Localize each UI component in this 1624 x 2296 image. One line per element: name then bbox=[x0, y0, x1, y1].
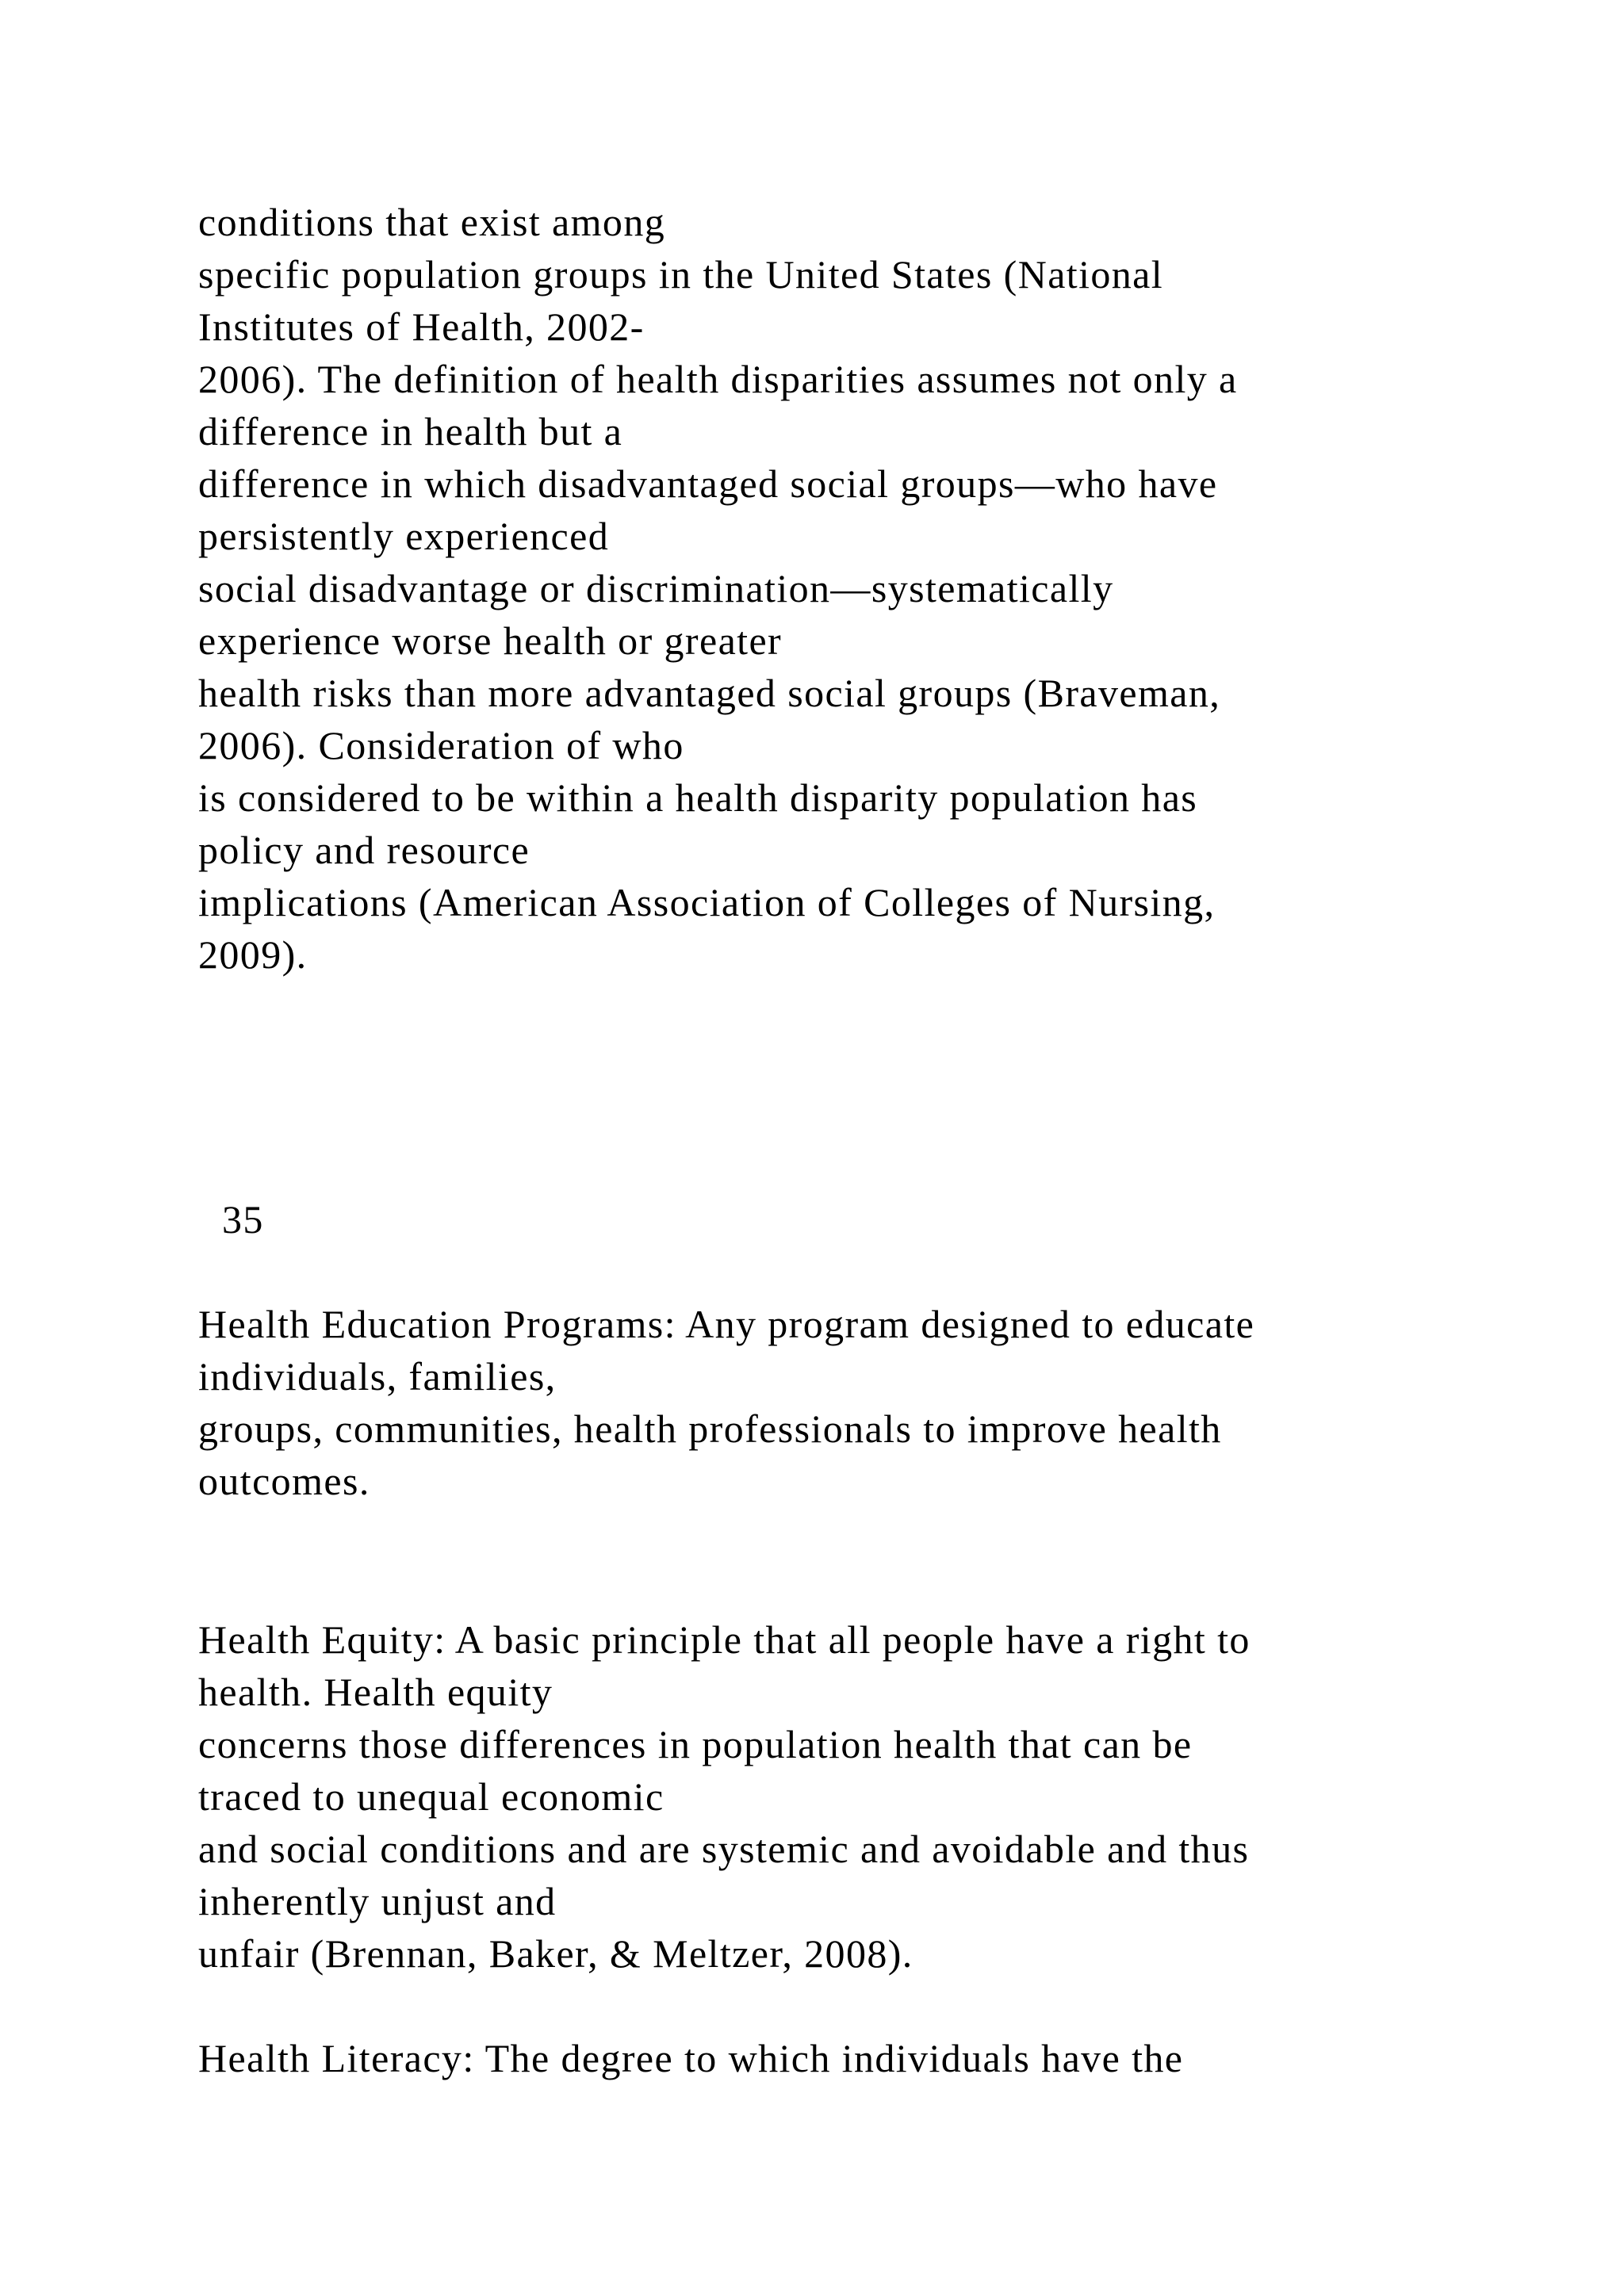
text-line: persistently experienced bbox=[198, 514, 610, 558]
text-line: Health Education Programs: Any program designed to educate bbox=[198, 1302, 1255, 1346]
text-line: Health Literacy: The degree to which individuals have the bbox=[198, 2036, 1184, 2080]
text-line: groups, communities, health professionals to improve health bbox=[198, 1406, 1222, 1451]
text-line: is considered to be within a health disparity population has bbox=[198, 775, 1198, 820]
text-line: outcomes. bbox=[198, 1459, 370, 1503]
text-line: difference in health but a bbox=[198, 409, 623, 453]
page-number: 35 bbox=[222, 1197, 264, 1242]
text-line: concerns those differences in population health that can be bbox=[198, 1722, 1193, 1766]
text-line: 2009). bbox=[198, 932, 308, 977]
text-line: experience worse health or greater bbox=[198, 618, 783, 663]
text-line: implications (American Association of Colleges of Nursing, bbox=[198, 880, 1216, 924]
text-line: health risks than more advantaged social groups (Braveman, bbox=[198, 671, 1221, 715]
text-line: 2006). Consideration of who bbox=[198, 723, 684, 767]
text-line: Health Equity: A basic principle that all people have a right to bbox=[198, 1617, 1251, 1662]
text-line: traced to unequal economic bbox=[198, 1774, 665, 1819]
text-line: policy and resource bbox=[198, 828, 530, 872]
text-line: social disadvantage or discrimination—systematically bbox=[198, 566, 1114, 610]
text-line: Institutes of Health, 2002- bbox=[198, 304, 645, 349]
text-line: unfair (Brennan, Baker, & Meltzer, 2008). bbox=[198, 1931, 914, 1976]
text-line: health. Health equity bbox=[198, 1670, 553, 1714]
text-line: conditions that exist among bbox=[198, 200, 666, 244]
text-line: inherently unjust and bbox=[198, 1879, 557, 1923]
text-line: difference in which disadvantaged social groups—who have bbox=[198, 461, 1218, 506]
text-line: 2006). The definition of health disparities assumes not only a bbox=[198, 357, 1238, 401]
text-line: individuals, families, bbox=[198, 1354, 557, 1399]
text-line: and social conditions and are systemic and avoidable and thus bbox=[198, 1827, 1250, 1871]
text-line: specific population groups in the United States (National bbox=[198, 252, 1164, 297]
